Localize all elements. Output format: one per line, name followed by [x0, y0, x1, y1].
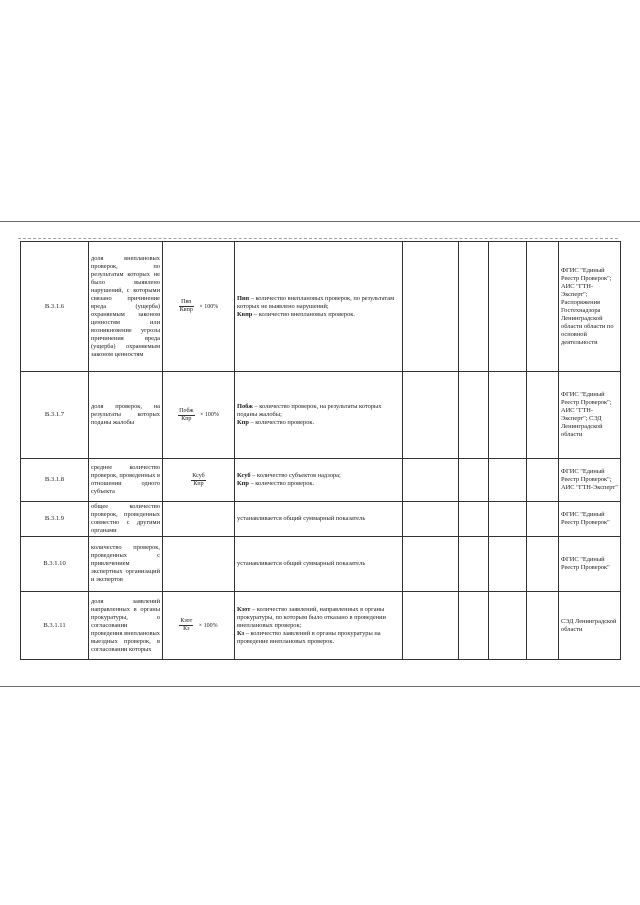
- indicator-formula: [163, 372, 235, 459]
- indicator-description: доля проверок, на результаты которых поданы жалобы: [89, 372, 163, 459]
- formula-denominator: Квпр: [179, 307, 193, 313]
- indicator-source: ФГИС "Единый Реестр Проверок"; АИС "ГТН-Эксперт"; Распоряжения Гостехнадзора Ленинградской области области по основной деятельности: [559, 242, 621, 372]
- legend-text: – количество внеплановых проверок.: [252, 310, 355, 318]
- table-row: [21, 372, 621, 459]
- indicator-legend: [235, 459, 403, 502]
- empty-cell: [489, 592, 527, 660]
- legend-term: Побж: [237, 403, 253, 410]
- legend-text: – количество проверок.: [248, 419, 315, 426]
- empty-cell: [403, 372, 459, 459]
- legend-term: Пвп: [237, 294, 250, 302]
- empty-cell: [403, 502, 459, 537]
- legend-term: Кпр: [237, 419, 249, 426]
- legend-text: – количество проверок.: [248, 480, 315, 487]
- empty-cell: [489, 372, 527, 459]
- empty-cell: [459, 242, 489, 372]
- indicator-legend: [235, 592, 403, 660]
- indicator-source: ФГИС "Единый Реестр Проверок"; АИС "ГТН-Эксперт": [559, 459, 621, 502]
- empty-cell: [459, 537, 489, 592]
- formula-denominator: Кпр: [193, 480, 204, 487]
- indicator-formula: [163, 502, 235, 537]
- table-row: [21, 242, 621, 372]
- empty-cell: [489, 537, 527, 592]
- indicator-legend: [235, 502, 403, 537]
- indicator-formula: [163, 537, 235, 592]
- empty-cell: [527, 459, 559, 502]
- empty-cell: [527, 592, 559, 660]
- empty-cell: [527, 242, 559, 372]
- indicator-legend: [235, 242, 403, 372]
- legend-text: – количество заявлений, направленных в органы прокуратуры, по которым было отказано в проведении внеплановых проверок;: [237, 605, 386, 629]
- indicator-id: В.3.1.6: [21, 242, 89, 372]
- empty-cell: [403, 592, 459, 660]
- indicator-description: доля внеплановых проверок, по результатам которых не было выявлено нарушений, с которыми связано причинение вреда (ущерба) охраняемым законом ценностям или возникновение угрозы причинения вреда (ущерба) охраняемым законом ценностям: [89, 242, 163, 372]
- legend-text: устанавливается общий суммарный показатель: [237, 515, 366, 522]
- formula-numerator: Побж: [179, 407, 194, 414]
- table-top-dashed-border: [18, 238, 618, 239]
- empty-cell: [403, 459, 459, 502]
- table-row: [21, 459, 621, 502]
- page-top-rule: [0, 221, 640, 222]
- indicator-source: ФГИС "Единый Реестр Проверок": [559, 537, 621, 592]
- indicator-description: количество проверок, проведенных с привлечением экспертных организаций и экспертов: [89, 537, 163, 592]
- indicators-table: [20, 241, 621, 660]
- formula-denominator: Кз: [183, 626, 190, 632]
- legend-term: Кзот: [237, 605, 251, 613]
- legend-term: Ксуб: [237, 472, 251, 479]
- empty-cell: [489, 502, 527, 537]
- formula-numerator: Пвп: [179, 299, 194, 307]
- indicator-id: В.3.1.8: [21, 459, 89, 502]
- empty-cell: [527, 502, 559, 537]
- legend-text: – количество проверок, на результаты которых поданы жалобы;: [237, 403, 382, 418]
- empty-cell: [403, 242, 459, 372]
- empty-cell: [403, 537, 459, 592]
- empty-cell: [527, 372, 559, 459]
- indicator-legend: [235, 372, 403, 459]
- empty-cell: [459, 502, 489, 537]
- table-row: [21, 502, 621, 537]
- indicator-id: В.3.1.7: [21, 372, 89, 459]
- formula-denominator: Кпр: [181, 415, 192, 422]
- formula-fraction: [178, 408, 194, 423]
- legend-text: – количество заявлений в органы прокуратуры на проведение внеплановых проверок.: [237, 629, 381, 645]
- indicator-source: ФГИС "Единый Реестр Проверок"; АИС "ГТН-Эксперт"; СЭД Ленинградской области: [559, 372, 621, 459]
- indicator-description: среднее количество проверок, проведенных в отношении одного субъекта: [89, 459, 163, 502]
- indicator-id: В.3.1.10: [21, 537, 89, 592]
- legend-text: – количество субъектов надзора;: [250, 472, 341, 479]
- formula-fraction: [191, 473, 205, 488]
- empty-cell: [489, 459, 527, 502]
- legend-term: Кпр: [237, 480, 249, 487]
- table-row: [21, 537, 621, 592]
- empty-cell: [489, 242, 527, 372]
- formula-fraction: [179, 299, 194, 314]
- empty-cell: [459, 592, 489, 660]
- formula-multiplier: × 100%: [198, 622, 218, 629]
- formula-numerator: Ксуб: [192, 472, 205, 479]
- indicator-source: СЭД Ленинградской области: [559, 592, 621, 660]
- indicator-formula: [163, 459, 235, 502]
- indicator-legend: [235, 537, 403, 592]
- legend-text: – количество внеплановых проверок, по результатам которых не выявлено нарушений;: [237, 294, 395, 310]
- indicator-formula: [163, 592, 235, 660]
- legend-term: Квпр: [237, 310, 253, 318]
- formula-fraction: [179, 618, 193, 633]
- indicator-formula: [163, 242, 235, 372]
- empty-cell: [459, 459, 489, 502]
- formula-multiplier: × 100%: [199, 303, 219, 310]
- formula-multiplier: × 100%: [200, 412, 219, 418]
- indicator-id: В.3.1.11: [21, 592, 89, 660]
- formula-numerator: Кзот: [180, 618, 193, 624]
- page-bottom-rule: [0, 686, 640, 687]
- table-row: [21, 592, 621, 660]
- indicator-description: доля заявлений направленных в органы прокуратуры, о согласовании проведения внеплановых выездных проверок, в согласовании которых: [89, 592, 163, 660]
- empty-cell: [459, 372, 489, 459]
- indicator-id: В.3.1.9: [21, 502, 89, 537]
- legend-text: устанавливается общий суммарный показатель: [237, 560, 366, 567]
- indicator-source: ФГИС "Единый Реестр Проверок": [559, 502, 621, 537]
- indicator-description: общее количество проверок, проведенных совместно с другими органами: [89, 502, 163, 537]
- empty-cell: [527, 537, 559, 592]
- legend-term: Кз: [237, 629, 245, 637]
